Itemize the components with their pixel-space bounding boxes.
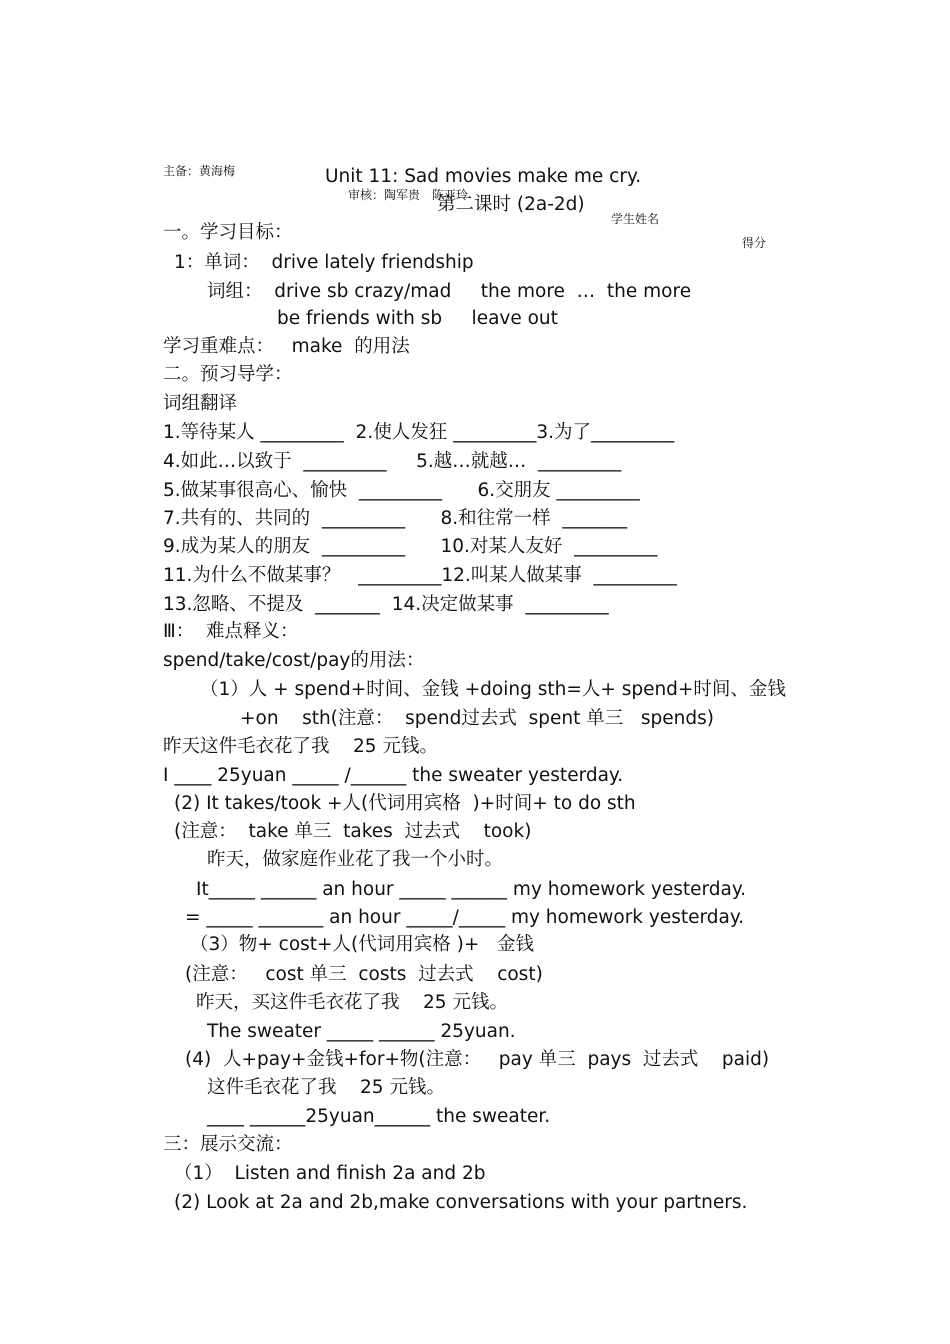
vocab-phrases: 词组： drive sb crazy/mad the more … the more: [207, 281, 692, 302]
example-cost-en: The sweater _____ ______ 25yuan.: [207, 1021, 516, 1042]
lesson-subtitle: 第二课时 (2a-2d): [437, 194, 585, 215]
exercise-line-6: 11.为什么不做某事？ _________12.叫某人做某事 _________: [163, 565, 677, 586]
vocab-words: 1：单词： drive lately friendship: [174, 252, 474, 273]
usage-heading: spend/take/cost/pay的用法：: [163, 650, 425, 671]
example-cost-cn: 昨天，买这件毛衣花了我 25 元钱。: [196, 992, 508, 1013]
usage-pay: (4) 人+pay+金钱+for+物(注意： pay 单三 pays 过去式 paid): [185, 1049, 770, 1070]
exercise-line-1: 1.等待某人 _________ 2.使人发狂 _________3.为了_________: [163, 422, 675, 443]
exercise-line-5: 9.成为某人的朋友 _________ 10.对某人友好 _________: [163, 536, 658, 557]
section-difficulty-heading: Ⅲ： 难点释义：: [163, 621, 299, 642]
vocab-phrases-cont: be friends with sb leave out: [277, 308, 558, 329]
example-take-en-2: = _____ _______ an hour _____/_____ my homework yesterday.: [185, 907, 745, 928]
phrase-translation-heading: 词组翻译: [163, 393, 238, 414]
unit-title: Unit 11: Sad movies make me cry.: [325, 166, 642, 187]
exercise-line-2: 4.如此…以致于 _________ 5.越…就越… _________: [163, 451, 622, 472]
example-take-cn: 昨天，做家庭作业花了我一个小时。: [207, 849, 504, 870]
section-goals-heading: 一。学习目标：: [163, 222, 293, 243]
usage-spend-cont: +on sth(注意： spend过去式 spent 单三 spends): [240, 708, 715, 729]
usage-take-note: (注意： take 单三 takes 过去式 took): [174, 821, 532, 842]
example-pay-cn: 这件毛衣花了我 25 元钱。: [207, 1077, 445, 1098]
exercise-line-7: 13.忽略、不提及 _______ 14.决定做某事 _________: [163, 594, 609, 615]
reviewers: 审核：陶军贵 陈亚玲: [348, 188, 469, 202]
example-spend-en: I ____ 25yuan _____ /______ the sweater yesterday.: [163, 765, 624, 786]
key-points: 学习重难点： make 的用法: [163, 336, 410, 357]
example-spend-cn: 昨天这件毛衣花了我 25 元钱。: [163, 736, 438, 757]
usage-take: (2) It takes/took +人(代词用宾格 )+时间+ to do sth: [174, 793, 636, 814]
exercise-line-3: 5.做某事很高心、愉快 _________ 6.交朋友 _________: [163, 480, 640, 501]
usage-cost: （3）物+ cost+人(代词用宾格 )+ 金钱: [190, 934, 534, 955]
student-name-label: 学生姓名: [611, 212, 660, 226]
example-take-en-1: It_____ ______ an hour _____ ______ my homework yesterday.: [196, 879, 747, 900]
score-label: 得分: [742, 236, 767, 250]
exercise-line-4: 7.共有的、共同的 _________ 8.和往常一样 _______: [163, 508, 628, 529]
section-preview-heading: 二。预习导学：: [163, 364, 293, 385]
example-pay-en: ____ ______25yuan______ the sweater.: [207, 1106, 551, 1127]
task-2: (2) Look at 2a and 2b,make conversations with your partners.: [174, 1192, 748, 1213]
task-1: （1） Listen and finish 2a and 2b: [174, 1163, 486, 1184]
section-display-heading: 三：展示交流：: [163, 1134, 293, 1155]
usage-cost-note: (注意： cost 单三 costs 过去式 cost): [185, 964, 543, 985]
preparer: 主备：黄海梅: [163, 164, 236, 178]
usage-spend: （1）人 + spend+时间、金钱 +doing sth=人+ spend+时间、金钱: [200, 679, 786, 700]
